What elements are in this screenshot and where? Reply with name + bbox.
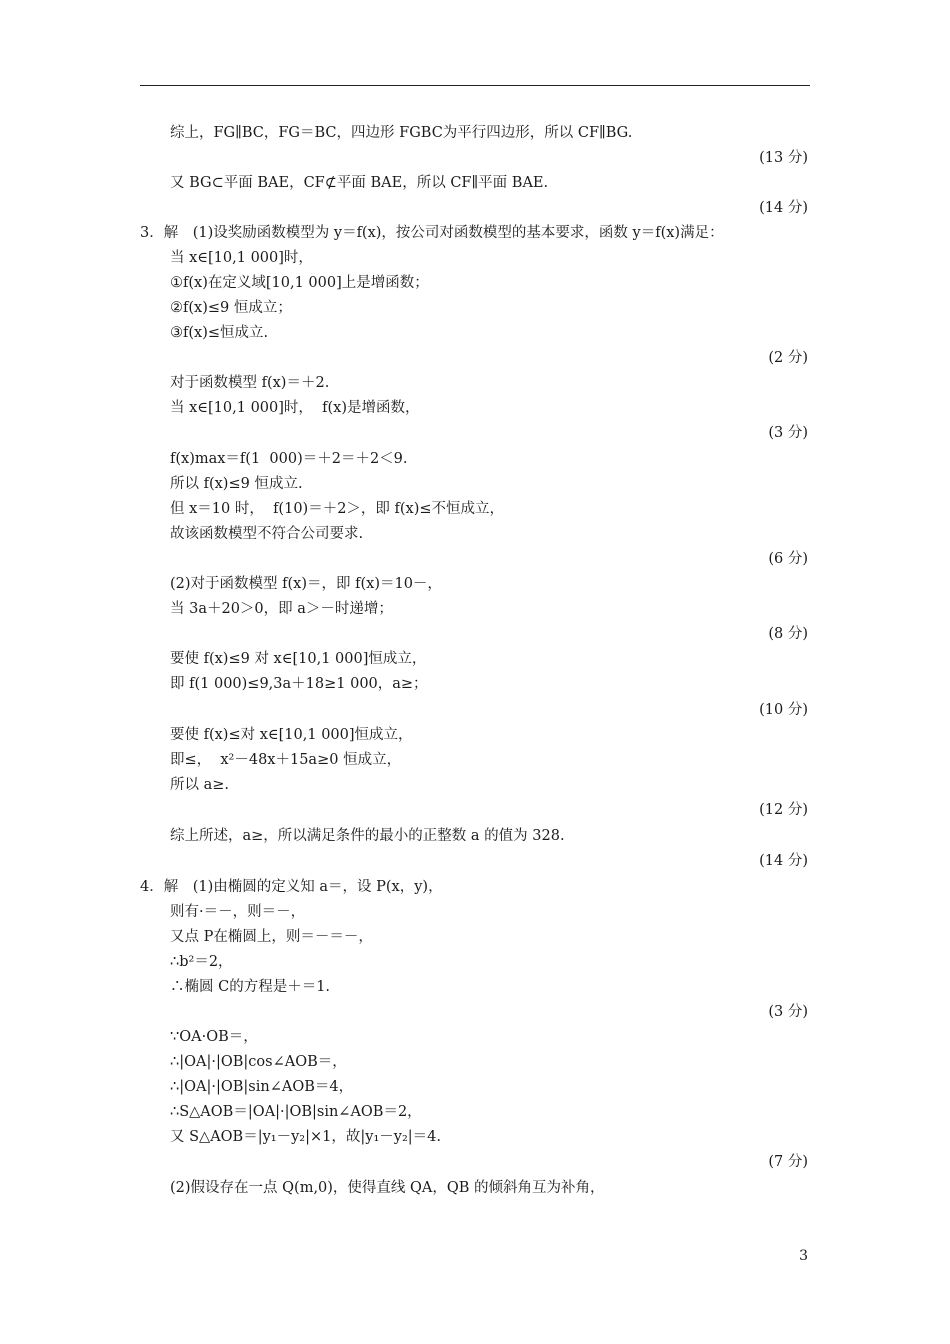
score-mark: (13 分) [759, 150, 808, 166]
score-mark: (7 分) [768, 1154, 808, 1170]
text-line: 对于函数模型 f(x)＝＋2. [170, 375, 330, 391]
text-line: 则有·＝－，则＝－， [170, 904, 306, 920]
header-rule [140, 85, 810, 86]
text-line: ∴|OA|·|OB|cos∠AOB＝， [170, 1054, 347, 1070]
text-line: ∴椭圆 C的方程是＋＝1. [170, 979, 331, 995]
text-line: 即 f(1 000)≤9,3a＋18≥1 000，a≥； [170, 676, 428, 692]
text-line: 3．解 (1)设奖励函数模型为 y＝f(x)，按公司对函数模型的基本要求，函数 y＝f(x)满足： [140, 225, 724, 241]
text-line: ①f(x)在定义域[10,1 000]上是增函数； [170, 275, 429, 291]
text-line: ∵OA·OB＝， [170, 1029, 258, 1045]
text-line: 又点 P在椭圆上，则＝－＝－， [170, 929, 373, 945]
text-line: 所以 f(x)≤9 恒成立. [170, 476, 303, 492]
score-mark: (2 分) [768, 350, 808, 366]
score-mark: (12 分) [759, 802, 808, 818]
score-mark: (14 分) [759, 853, 808, 869]
text-line: 又 BG⊂平面 BAE，CF⊄平面 BAE，所以 CF∥平面 BAE. [170, 175, 549, 191]
text-line: 所以 a≥. [170, 777, 230, 793]
text-line: 综上，FG∥BC，FG＝BC，四边形 FGBC为平行四边形，所以 CF∥BG. [170, 125, 633, 141]
score-mark: (14 分) [759, 200, 808, 216]
text-line: ③f(x)≤恒成立. [170, 325, 269, 341]
score-mark: (6 分) [768, 551, 808, 567]
text-line: ∴|OA|·|OB|sin∠AOB＝4， [170, 1079, 354, 1095]
score-mark: (10 分) [759, 702, 808, 718]
text-line: 4．解 (1)由椭圆的定义知 a＝，设 P(x，y)， [140, 879, 443, 895]
score-mark: (3 分) [768, 425, 808, 441]
text-line: 当 x∈[10,1 000]时， f(x)是增函数， [170, 400, 420, 416]
text-line: ∴S△AOB＝|OA|·|OB|sin∠AOB＝2， [170, 1104, 422, 1120]
text-line: 即≤， x²－48x＋15a≥0 恒成立， [170, 752, 402, 768]
text-line: 当 x∈[10,1 000]时， [170, 250, 313, 266]
score-mark: (8 分) [768, 626, 808, 642]
text-line: (2)对于函数模型 f(x)＝，即 f(x)＝10－， [170, 576, 442, 592]
text-line: 综上所述，a≥，所以满足条件的最小的正整数 a 的值为 328. [170, 828, 565, 844]
text-line: 要使 f(x)≤9 对 x∈[10,1 000]恒成立， [170, 651, 427, 667]
text-line: 要使 f(x)≤对 x∈[10,1 000]恒成立， [170, 727, 413, 743]
text-line: 又 S△AOB＝|y₁－y₂|×1，故|y₁－y₂|＝4. [170, 1129, 441, 1145]
score-mark: (3 分) [768, 1004, 808, 1020]
text-line: (2)假设存在一点 Q(m,0)，使得直线 QA，QB 的倾斜角互为补角， [170, 1180, 605, 1196]
page-number: 3 [799, 1248, 808, 1264]
text-line: 故该函数模型不符合公司要求. [170, 526, 364, 542]
text-line: ∴b²＝2， [170, 954, 233, 970]
text-line: f(x)max＝f(1 000)＝＋2＝＋2＜9. [170, 451, 408, 467]
text-line: 但 x＝10 时， f(10)＝＋2＞，即 f(x)≤不恒成立， [170, 501, 505, 517]
text-line: ②f(x)≤9 恒成立； [170, 300, 292, 316]
text-line: 当 3a＋20＞0，即 a＞－时递增； [170, 601, 393, 617]
